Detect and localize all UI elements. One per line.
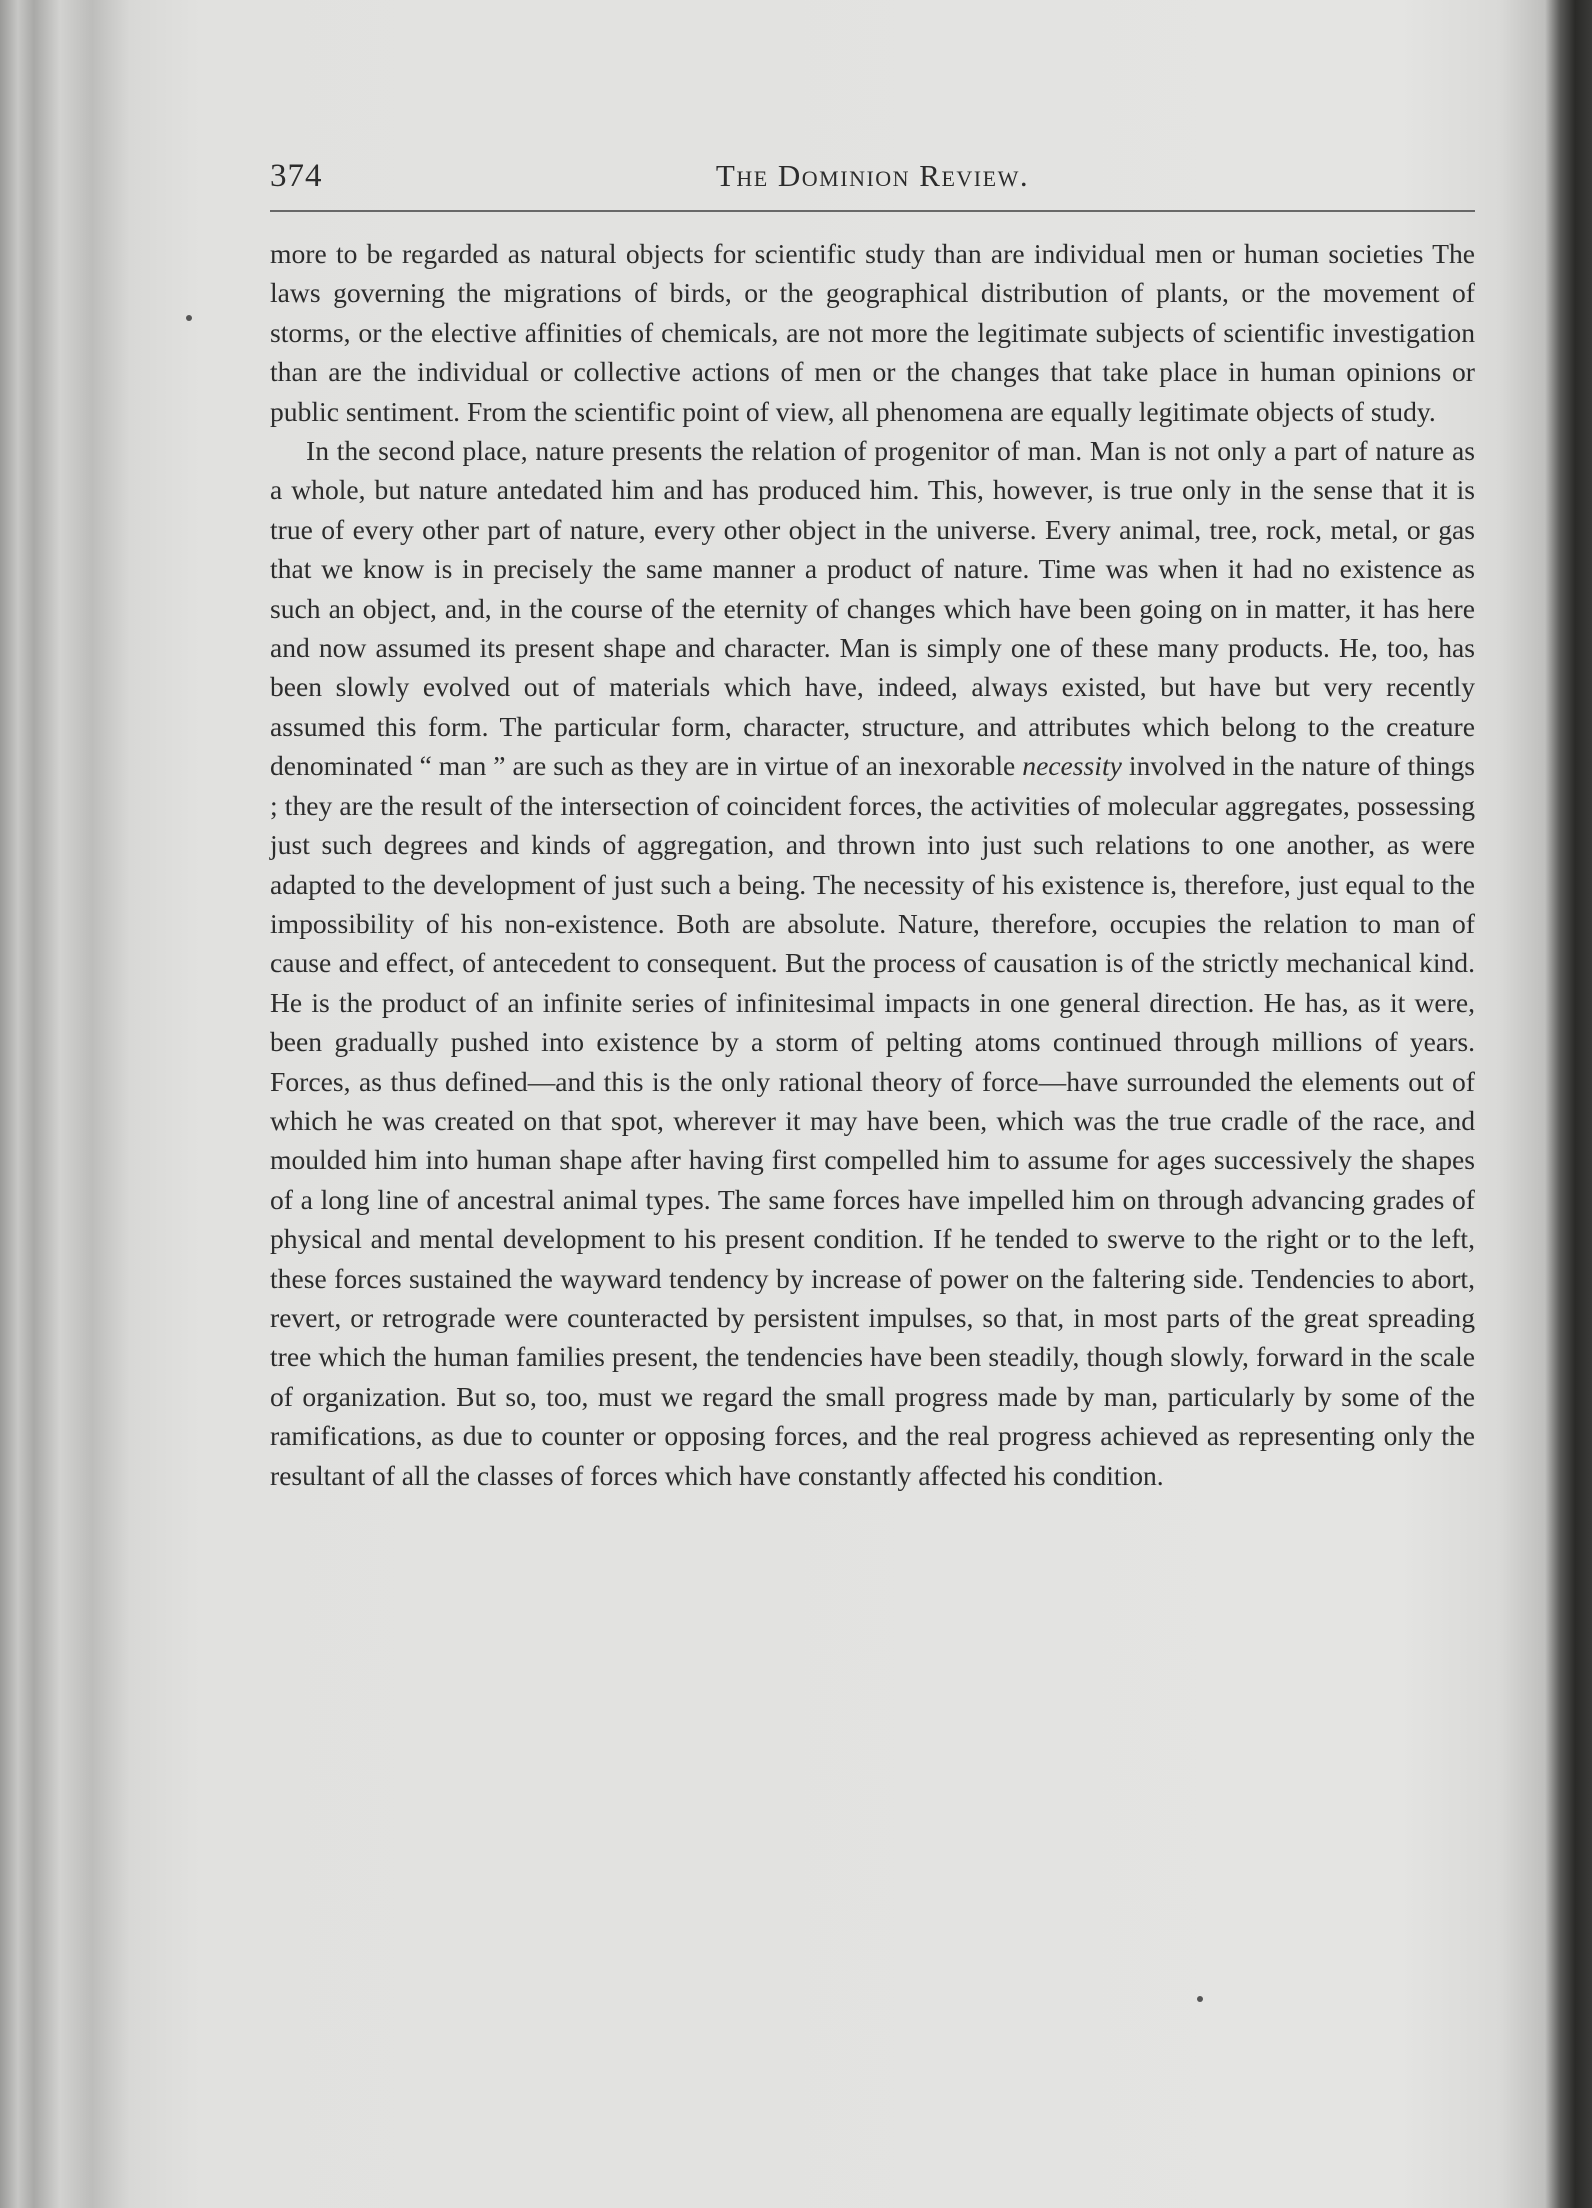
paragraph-1 — [270, 234, 1475, 431]
italic-word-necessity: necessity — [1022, 750, 1122, 782]
header-rule — [270, 210, 1475, 212]
journal-title: The Dominion Review. — [715, 158, 1030, 193]
body-text — [270, 234, 1475, 1495]
book-page — [270, 150, 1475, 2050]
running-head — [270, 150, 1475, 206]
page-number: 374 — [270, 158, 323, 194]
ink-speck — [186, 315, 192, 321]
paragraph-2 — [270, 431, 1475, 1495]
text-segment: involved in the nature of things ; they are the result of the intersection of coincident forces, the activities of molecular aggregates, possessing just such degrees and kinds of aggregation, and thrown into just such relations to one another, as were adapted to the development of just such a being. The necessity of his existence is, therefore, just equal to the impossibility of his non-existence. Both are absolute. Nature, therefore, occupies the relation to man of cause and effect, of antecedent to consequent. But the process of causation is of the strictly mechanical kind. He is the product of an infinite series of infinitesimal impacts in one general direction. He has, as it were, been gradually pushed into existence by a storm of pelting atoms continued through millions of years. Forces, as thus defined—and this is the only rational theory of force—have surrounded the elements out of which he was created on that spot, wherever it may have been, which was the true cradle of the race, and moulded him into human shape after having first compelled him to assume for ages successively the shapes of a long line of ancestral animal types. The same forces have impelled him on through advancing grades of physical and mental development to his present condition. If he tended to swerve to the right or to the left, these forces sustained the wayward tendency by increase of power on the faltering side. Tendencies to abort, revert, or retrograde were counteracted by persistent impulses, so that, in most parts of the great spreading tree which the human families present, the tendencies have been steadily, though slowly, forward in the scale of organization. But so, too, must we regard the small progress made by man, particularly by some of the ramifications, as due to counter or opposing forces, and the real progress achieved as representing only the resultant of all the classes of forces which have constantly affected his condition. — [270, 750, 1475, 1491]
text-segment: more to be regarded as natural objects for scientific study than are individual men or human societies The laws governing the migrations of birds, or the geographical distribution of plants, or the movement of storms, or the elective affinities of chemicals, are not more the legitimate subjects of scientific investigation than are the individual or collective actions of men or the changes that take place in human opinions or public sentiment. From the scientific point of view, all phenomena are equally legitimate objects of study. — [270, 238, 1475, 427]
text-segment: In the second place, nature presents the relation of progenitor of man. Man is not only a part of nature as a whole, but nature antedated him and has produced him. This, however, is true only in the sense that it is true of every other part of nature, every other object in the universe. Every animal, tree, rock, metal, or gas that we know is in precisely the same manner a product of nature. Time was when it had no existence as such an object, and, in the course of the eternity of changes which have been going on in matter, it has here and now assumed its present shape and character. Man is simply one of these many products. He, too, has been slowly evolved out of materials which have, indeed, always existed, but have but very recently assumed this form. The particular form, character, structure, and attributes which belong to the creature denominated “ man ” are such as they are in virtue of an inexorable — [270, 435, 1475, 782]
